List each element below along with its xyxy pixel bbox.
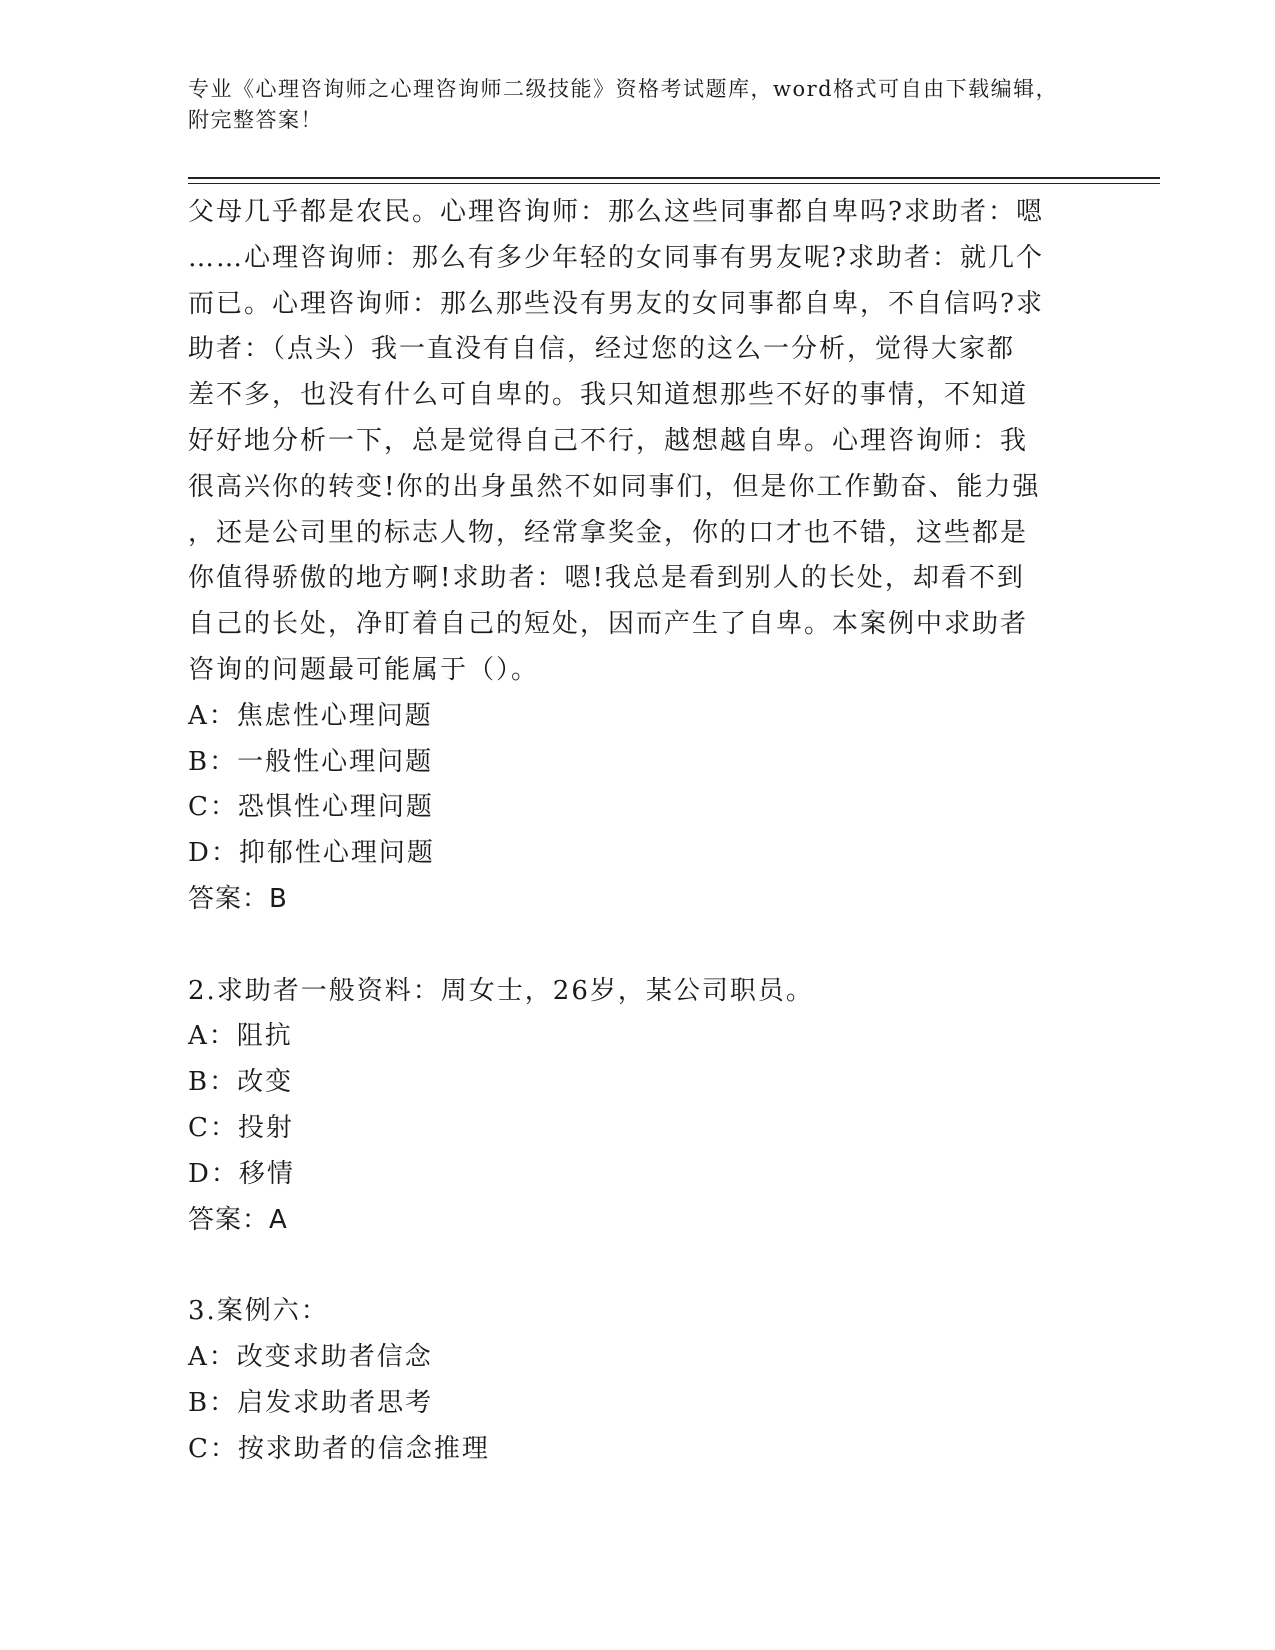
option-d: D：抑郁性心理问题 bbox=[188, 838, 435, 869]
question-1-stem-line: 好好地分析一下，总是觉得自己不行，越想越自卑。心理咨询师：我 bbox=[188, 425, 1029, 456]
question-3 bbox=[188, 1289, 1088, 1472]
question-1-stem-line: 很高兴你的转变!你的出身虽然不如同事们，但是你工作勤奋、能力强 bbox=[188, 471, 1041, 502]
question-1-stem-line: 助者：（点头）我一直没有自信，经过您的这么一分析，觉得大家都 bbox=[188, 334, 1016, 365]
option-a: A：阻抗 bbox=[188, 1021, 293, 1052]
question-1-stem-line: 而已。心理咨询师：那么那些没有男友的女同事都自卑，不自信吗?求 bbox=[188, 288, 1044, 319]
question-content bbox=[188, 190, 1088, 1472]
header-rule-thin bbox=[188, 183, 1160, 184]
option-c: C：按求助者的信念推理 bbox=[188, 1433, 490, 1464]
option-b: B：启发求助者思考 bbox=[188, 1387, 434, 1418]
question-1-stem-line: 父母几乎都是农民。心理咨询师：那么这些同事都自卑吗?求助者：嗯 bbox=[188, 197, 1044, 227]
question-2-stem: 2.求助者一般资料：周女士，26岁，某公司职员。 bbox=[188, 975, 814, 1006]
spacer bbox=[188, 923, 1088, 969]
question-1-stem-line: 差不多，也没有什么可自卑的。我只知道想那些不好的事情，不知道 bbox=[188, 380, 1029, 411]
option-c: C：恐惧性心理问题 bbox=[188, 792, 434, 823]
question-1-stem-line: ……心理咨询师：那么有多少年轻的女同事有男友呢?求助者：就几个 bbox=[188, 242, 1044, 273]
question-3-stem: 3.案例六： bbox=[188, 1296, 329, 1327]
question-1-stem-line: 自己的长处，净盯着自己的短处，因而产生了自卑。本案例中求助者 bbox=[188, 609, 1029, 640]
question-1-stem-line: 咨询的问题最可能属于（）。 bbox=[188, 654, 540, 685]
question-2 bbox=[188, 969, 1088, 1244]
header-title: 专业《心理咨询师之心理咨询师二级技能》资格考试题库，word格式可自由下载编辑，附完整答案！ bbox=[188, 77, 1059, 132]
question-1-stem-line: ，还是公司里的标志人物，经常拿奖金，你的口才也不错，这些都是 bbox=[188, 517, 1029, 548]
option-b: B：改变 bbox=[188, 1067, 294, 1098]
option-a: A：改变求助者信念 bbox=[188, 1341, 433, 1372]
option-d: D：移情 bbox=[188, 1158, 295, 1189]
question-1 bbox=[188, 190, 1088, 923]
document-header bbox=[188, 74, 1078, 136]
answer-label: 答案：B bbox=[188, 883, 288, 914]
spacer bbox=[188, 1243, 1088, 1289]
question-1-stem-line: 你值得骄傲的地方啊!求助者：嗯!我总是看到别人的长处，却看不到 bbox=[188, 563, 1025, 594]
option-b: B：一般性心理问题 bbox=[188, 746, 434, 777]
option-c: C：投射 bbox=[188, 1112, 294, 1143]
answer-label: 答案：A bbox=[188, 1204, 288, 1235]
header-rule-thick bbox=[188, 177, 1160, 179]
option-a: A：焦虑性心理问题 bbox=[188, 700, 433, 731]
